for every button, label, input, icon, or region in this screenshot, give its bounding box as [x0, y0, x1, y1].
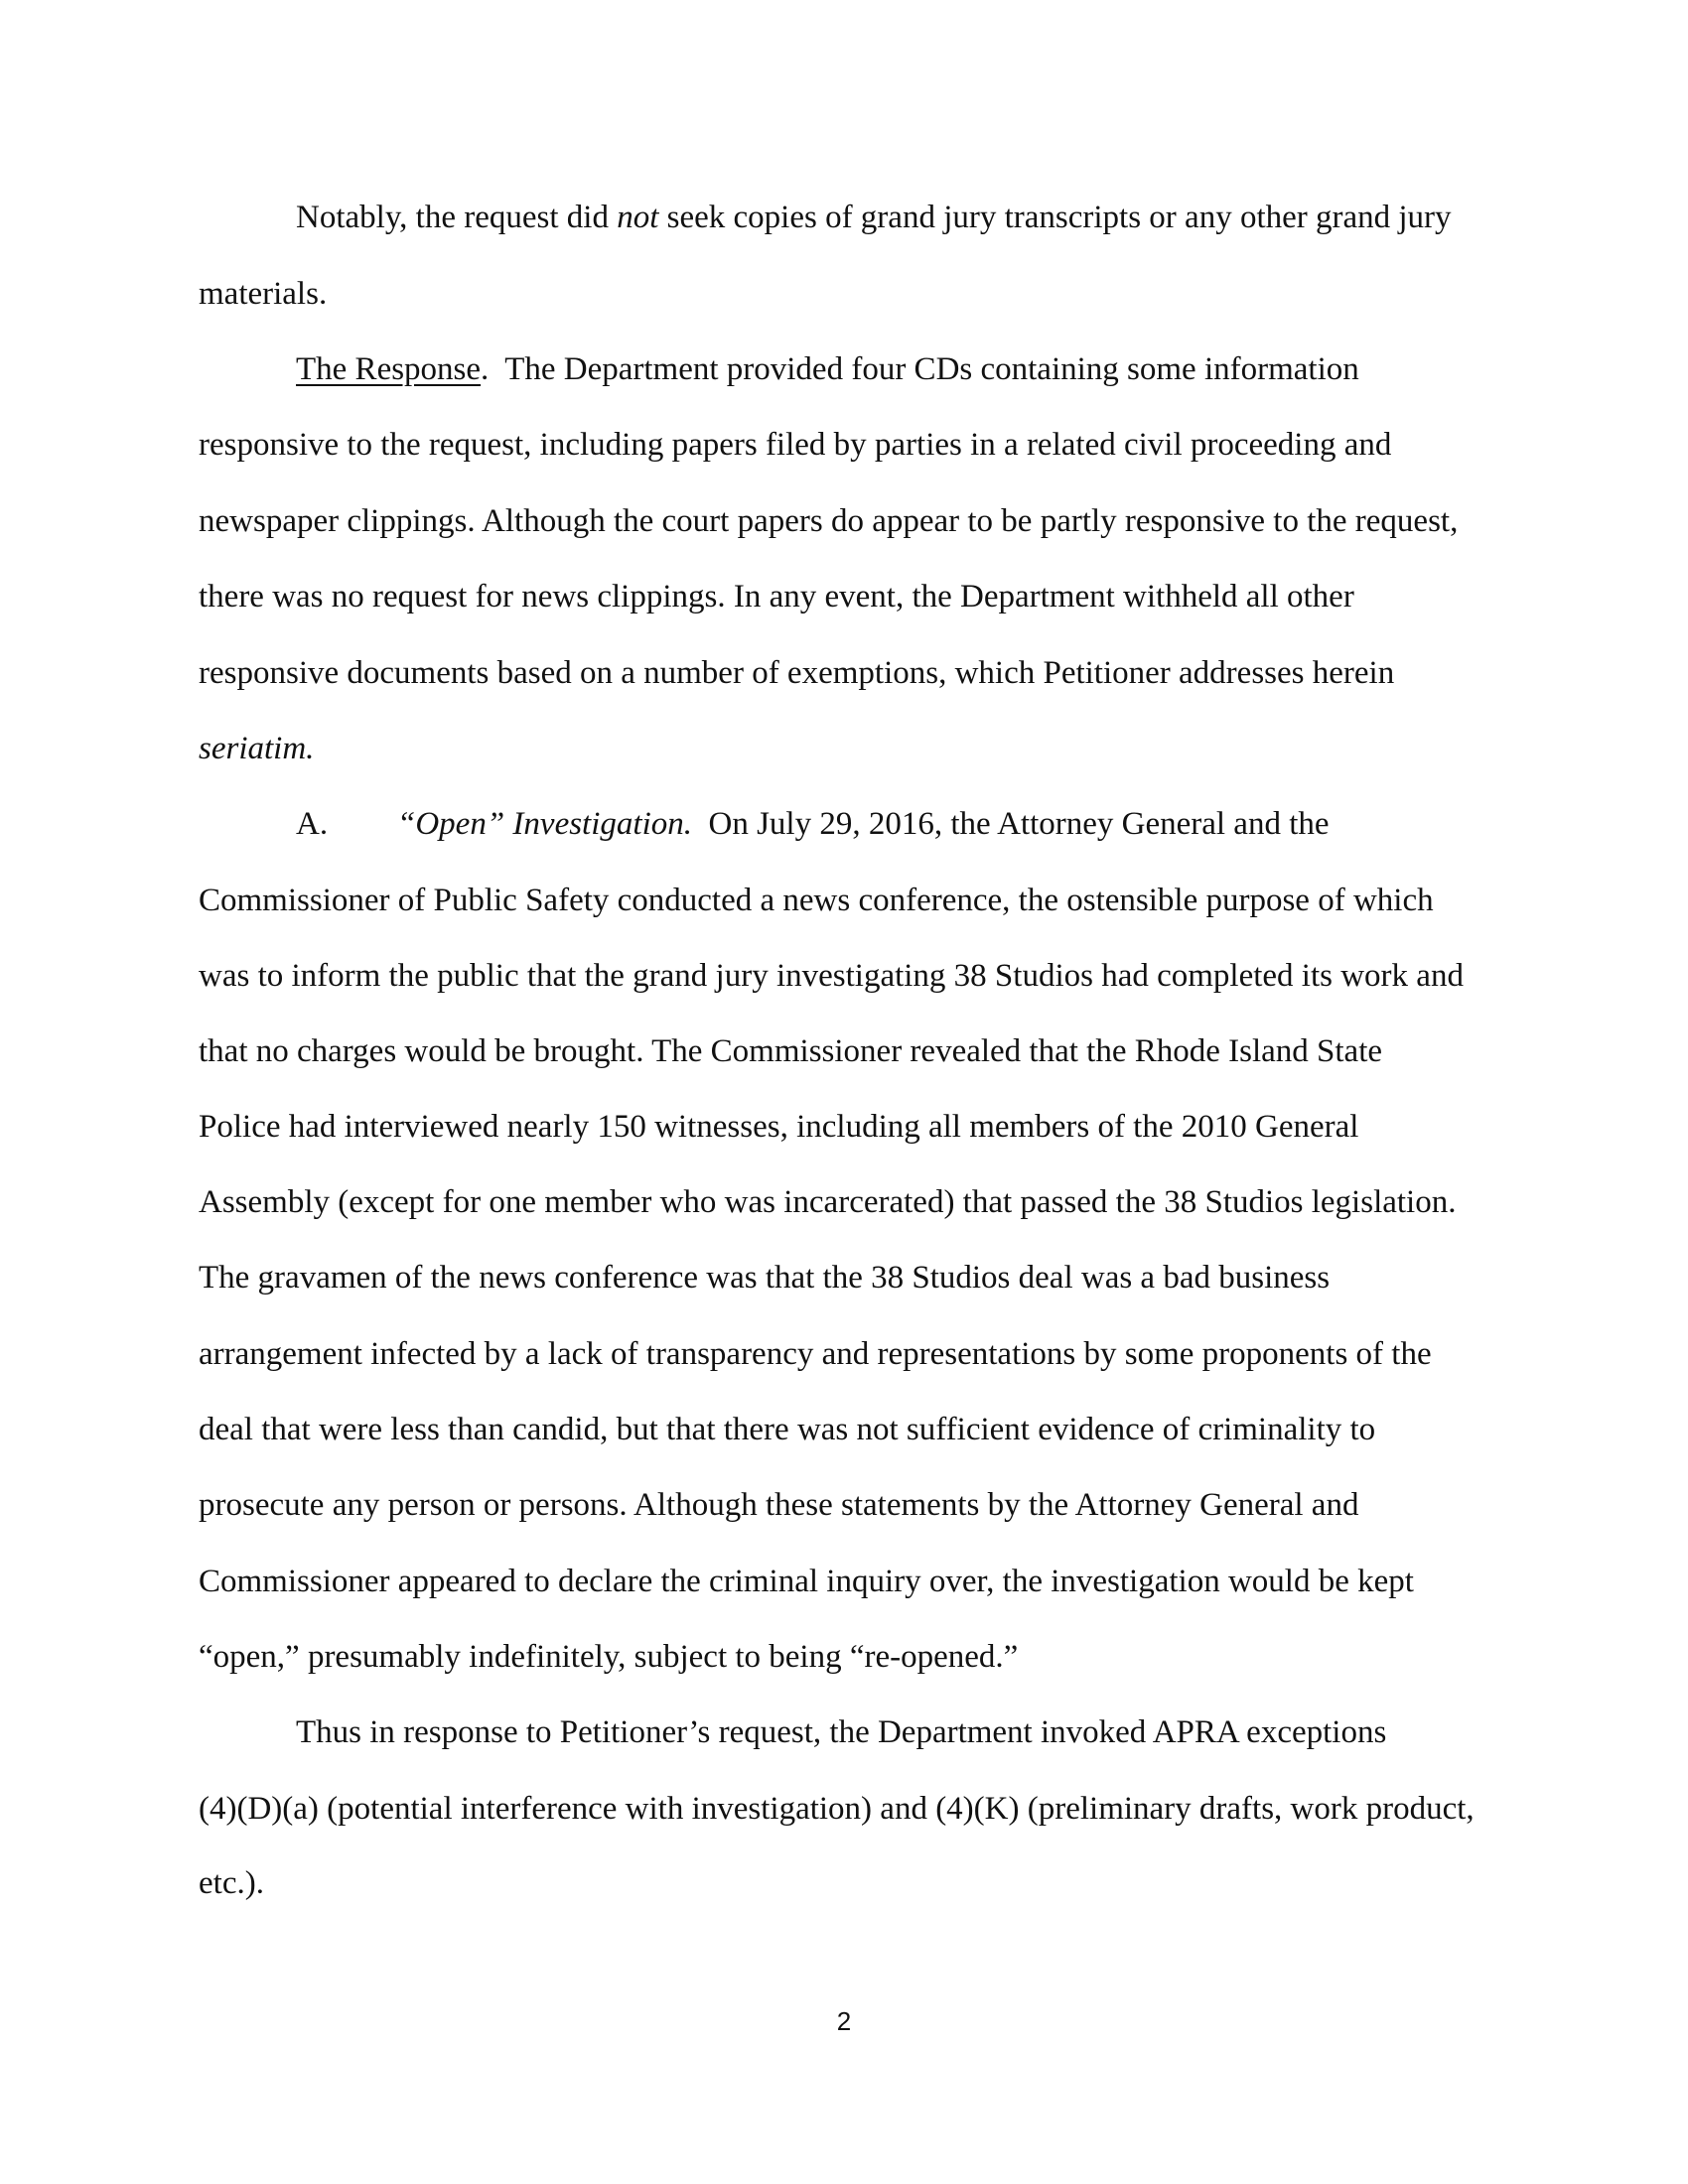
section-heading-open-investigation: “Open” Investigation.: [397, 806, 692, 842]
paragraph-1-line-2: materials.: [199, 276, 328, 312]
paragraph-1-line-1: [296, 198, 1489, 237]
paragraph-4-line-1: Thus in response to Petitioner’s request, the Department invoked APRA exceptions: [296, 1714, 1387, 1750]
paragraph-3-line-12: “open,” presumably indefinitely, subject to being “re-opened.”: [199, 1639, 1019, 1675]
paragraph-3-line-2: Commissioner of Public Safety conducted a news conference, the ostensible purpose of which: [199, 883, 1434, 918]
paragraph-3-line-6: Assembly (except for one member who was incarcerated) that passed the 38 Studios legislation.: [199, 1184, 1457, 1220]
page-number: 2: [836, 2006, 852, 2036]
paragraph-2-line-6: [199, 729, 1489, 768]
paragraph-3-line-9: deal that were less than candid, but that there was not sufficient evidence of criminality to: [199, 1412, 1376, 1447]
emphasis-seriatim: seriatim.: [199, 731, 315, 766]
paragraph-3-line-10: prosecute any person or persons. Although these statements by the Attorney General and: [199, 1487, 1359, 1523]
paragraph-3-line-5: Police had interviewed nearly 150 witnesses, including all members of the 2010 General: [199, 1109, 1359, 1145]
text-run: On July 29, 2016, the Attorney General and the: [691, 806, 1330, 842]
paragraph-2-line-2: responsive to the request, including papers filed by parties in a related civil proceeding and: [199, 427, 1392, 463]
text-run: . The Department provided four CDs containing some information: [481, 351, 1359, 387]
paragraph-2-line-5: responsive documents based on a number of exemptions, which Petitioner addresses herein: [199, 655, 1395, 691]
text-run: Notably, the request did: [296, 200, 618, 235]
paragraph-3-line-11: Commissioner appeared to declare the criminal inquiry over, the investigation would be kept: [199, 1564, 1414, 1599]
paragraph-3-line-8: arrangement infected by a lack of transparency and representations by some proponents of the: [199, 1336, 1432, 1372]
paragraph-3-line-7: The gravamen of the news conference was that the 38 Studios deal was a bad business: [199, 1260, 1331, 1296]
paragraph-2-line-3: newspaper clippings. Although the court papers do appear to be partly responsive to the request,: [199, 503, 1459, 539]
paragraph-3-line-4: that no charges would be brought. The Commissioner revealed that the Rhode Island State: [199, 1033, 1383, 1069]
paragraph-4-line-2: (4)(D)(a) (potential interference with investigation) and (4)(K) (preliminary drafts, work product,: [199, 1791, 1475, 1827]
paragraph-4-line-3: etc.).: [199, 1865, 264, 1901]
section-label-a: A.: [296, 806, 329, 842]
paragraph-3-line-1: [296, 804, 1489, 844]
paragraph-2-line-4: there was no request for news clippings. In any event, the Department withheld all other: [199, 579, 1354, 614]
section-heading-the-response: The Response: [296, 351, 482, 387]
emphasis-not: not: [617, 200, 659, 235]
paragraph-3-line-3: was to inform the public that the grand jury investigating 38 Studios had completed its work and: [199, 958, 1464, 994]
text-run: seek copies of grand jury transcripts or any other grand jury: [658, 200, 1452, 235]
paragraph-2-line-1: [296, 349, 1489, 389]
